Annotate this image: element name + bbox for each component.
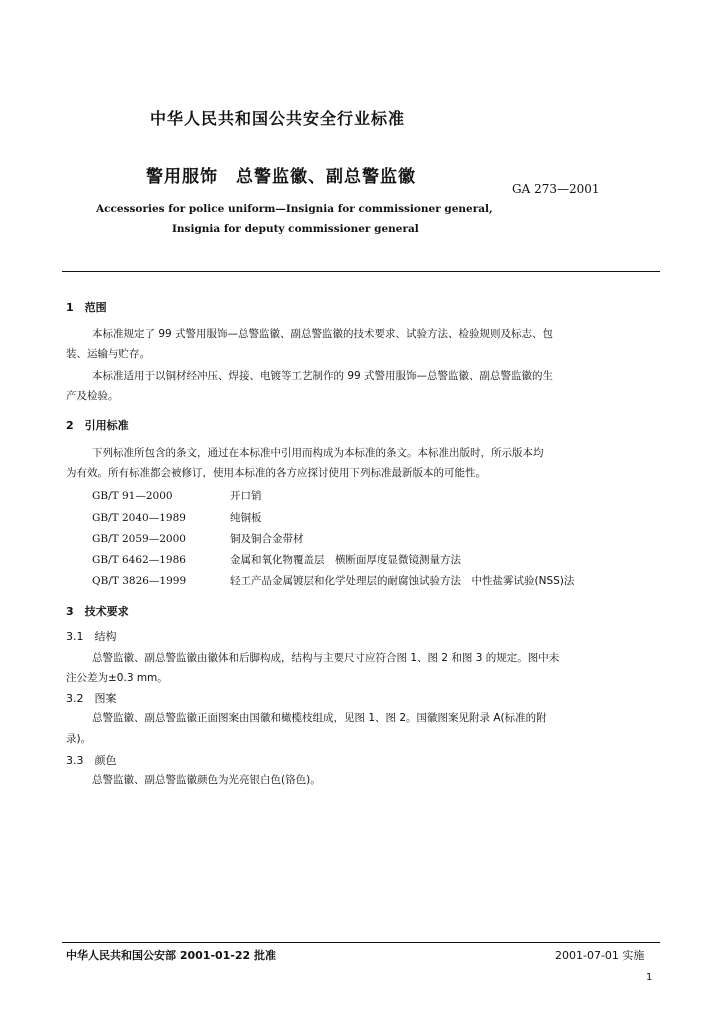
reference-code: GB/T 6462—1986 [92,554,186,566]
section-2-heading: 2 引用标准 [66,419,129,432]
section-3-2-line-2: 录)。 [66,733,92,745]
approval-info: 中华人民共和国公安部 2001-01-22 批准 [66,949,277,962]
standard-category: 中华人民共和国公共安全行业标准 [150,109,406,128]
implementation-date: 2001-07-01 实施 [555,949,645,962]
header-divider [62,271,660,272]
reference-title: 轻工产品金属镀层和化学处理层的耐腐蚀试验方法 中性盐雾试验(NSS)法 [230,575,575,587]
reference-code: QB/T 3826—1999 [92,575,187,587]
reference-title: 开口销 [230,490,262,502]
section-1-para-2-line-1: 本标准适用于以铜材经冲压、焊接、电镀等工艺制作的 99 式警用服饰—总警监徽、副总警监徽的生 [92,370,554,382]
reference-item [92,552,461,567]
reference-code: GB/T 2040—1989 [92,512,186,524]
reference-item [92,488,262,503]
section-3-1-line-2: 注公差为±0.3 mm。 [66,672,168,684]
section-3-2-line-1: 总警监徽、副总警监徽正面图案由国徽和橄榄枝组成，见图 1、图 2。国徽图案见附录 A(标准的附 [92,712,547,724]
reference-title: 纯铜板 [230,512,262,524]
document-number: GA 273—2001 [512,182,600,196]
document-title: 警用服饰 总警监徽、副总警监徽 [146,167,416,187]
section-2-para-line-2: 为有效。所有标准都会被修订，使用本标准的各方应探讨使用下列标准最新版本的可能性。 [66,467,486,479]
section-3-1-heading: 3.1 结构 [66,630,117,643]
section-3-heading: 3 技术要求 [66,605,129,618]
reference-code: GB/T 2059—2000 [92,533,186,545]
reference-code: GB/T 91—2000 [92,490,173,502]
section-3-3-heading: 3.3 颜色 [66,754,117,767]
section-3-2-heading: 3.2 图案 [66,692,117,705]
english-title-line-2: Insignia for deputy commissioner general [172,223,419,235]
section-3-3-line-1: 总警监徽、副总警监徽颜色为光亮银白色(铬色)。 [92,774,321,786]
reference-item [92,531,304,546]
section-1-para-1-line-2: 装、运输与贮存。 [66,348,150,360]
reference-item [92,510,262,525]
reference-title: 金属和氧化物覆盖层 横断面厚度显微镜测量方法 [230,554,461,566]
english-title-line-1: Accessories for police uniform—Insignia for commissioner general, [96,203,493,215]
section-2-para-line-1: 下列标准所包含的条文，通过在本标准中引用而构成为本标准的条文。本标准出版时，所示版本均 [92,447,544,459]
section-1-heading: 1 范围 [66,301,107,314]
footer-divider [62,942,660,943]
reference-title: 铜及铜合金带材 [230,533,304,545]
section-1-para-1-line-1: 本标准规定了 99 式警用服饰—总警监徽、副总警监徽的技术要求、试验方法、检验规则及标志、包 [92,328,554,340]
page-number: 1 [646,972,653,983]
section-1-para-2-line-2: 产及检验。 [66,390,119,402]
reference-item [92,573,574,588]
section-3-1-line-1: 总警监徽、副总警监徽由徽体和后脚构成，结构与主要尺寸应符合图 1、图 2 和图 3 的规定。图中未 [92,652,560,664]
